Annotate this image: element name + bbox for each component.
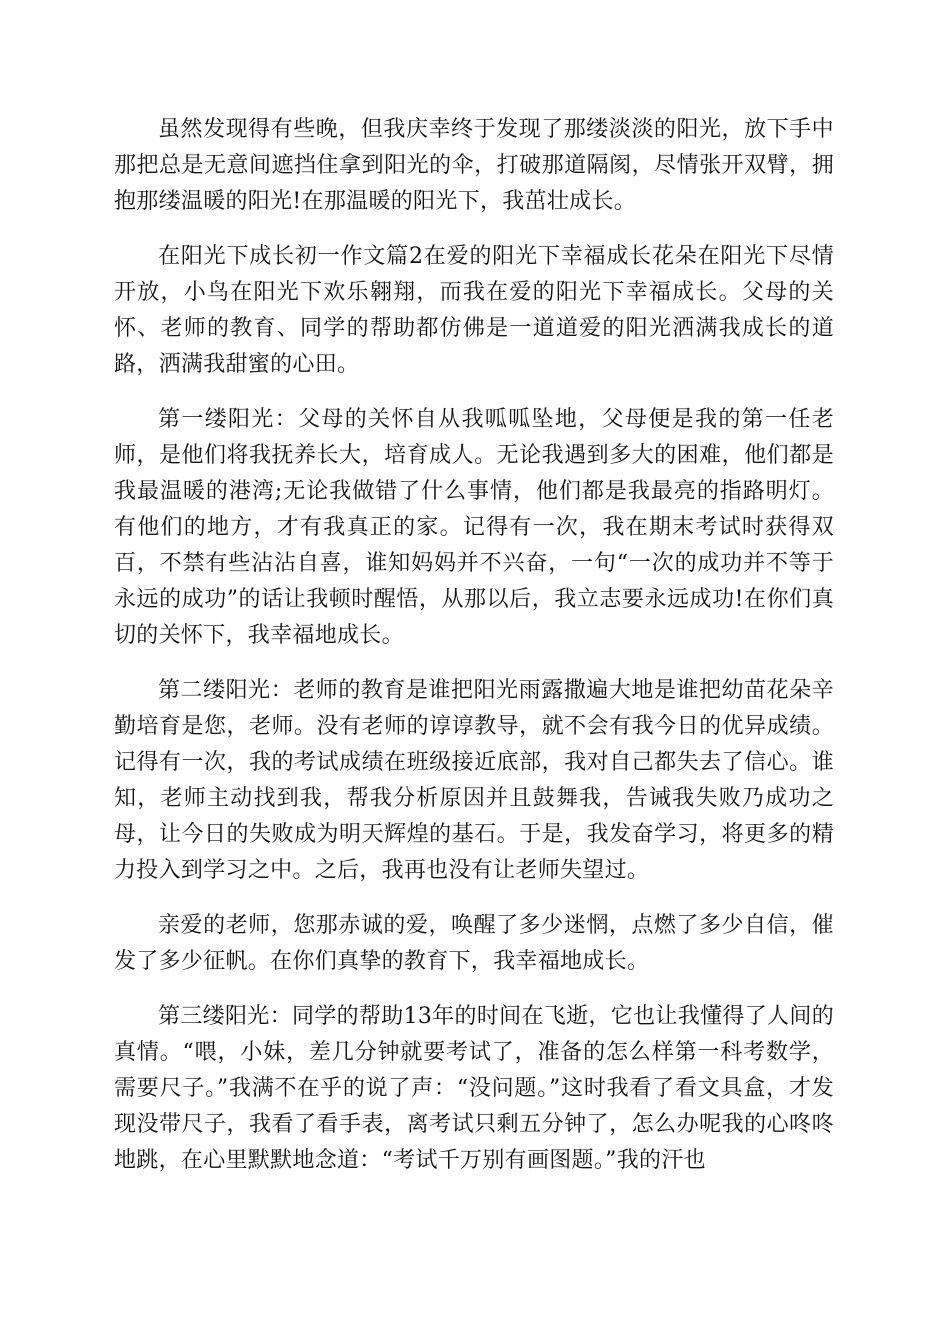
paragraph-3: 第一缕阳光：父母的关怀自从我呱呱坠地，父母便是我的第一任老师，是他们将我抚养长大，培育成人。无论我遇到多大的困难，他们都是我最温暖的港湾;无论我做错了什么事情，他们都是我最亮的指路明灯。有他们的地方，才有我真正的家。记得有一次，我在期末考试时获得双百，不禁有些沾沾自喜，谁知妈妈并不兴奋，一句“一次的成功并不等于永远的成功”的话让我顿时醒悟，从那以后，我立志要永远成功!在你们真切的关怀下，我幸福地成长。 — [114, 407, 834, 648]
paragraph-4: 第二缕阳光：老师的教育是谁把阳光雨露撒遍大地是谁把幼苗花朵辛勤培育是您，老师。没有老师的谆谆教导，就不会有我今日的优异成绩。记得有一次，我的考试成绩在班级接近底部，我对自己都失去了信心。谁知，老师主动找到我，帮我分析原因并且鼓舞我，告诫我失败乃成功之母，让今日的失败成为明天辉煌的基石。于是，我发奋学习，将更多的精力投入到学习之中。之后，我再也没有让老师失望过。 — [114, 678, 834, 883]
paragraph-1: 虽然发现得有些晚，但我庆幸终于发现了那缕淡淡的阳光，放下手中那把总是无意间遮挡住拿到阳光的伞，打破那道隔阂，尽情张开双臂，拥抱那缕温暖的阳光!在那温暖的阳光下，我茁壮成长。 — [114, 117, 834, 214]
document-page — [114, 112, 834, 1198]
paragraph-6: 第三缕阳光：同学的帮助13年的时间在飞逝，它也让我懂得了人间的真情。“喂，小妹，差几分钟就要考试了，准备的怎么样第一科考数学，需要尺子。”我满不在乎的说了声：“没问题。”这时我看了看文具盒，才发现没带尺子，我看了看手表，离考试只剩五分钟了，怎么办呢我的心咚咚地跳，在心里默默地念道：“考试千万别有画图题。”我的汗也 — [114, 1004, 834, 1173]
paragraph-2: 在阳光下成长初一作文篇2在爱的阳光下幸福成长花朵在阳光下尽情开放，小鸟在阳光下欢乐翱翔，而我在爱的阳光下幸福成长。父母的关怀、老师的教育、同学的帮助都仿佛是一道道爱的阳光洒满我成长的道路，洒满我甜蜜的心田。 — [114, 244, 834, 377]
paragraph-5: 亲爱的老师，您那赤诚的爱，唤醒了多少迷惘，点燃了多少自信，催发了多少征帆。在你们真挚的教育下，我幸福地成长。 — [114, 913, 834, 974]
